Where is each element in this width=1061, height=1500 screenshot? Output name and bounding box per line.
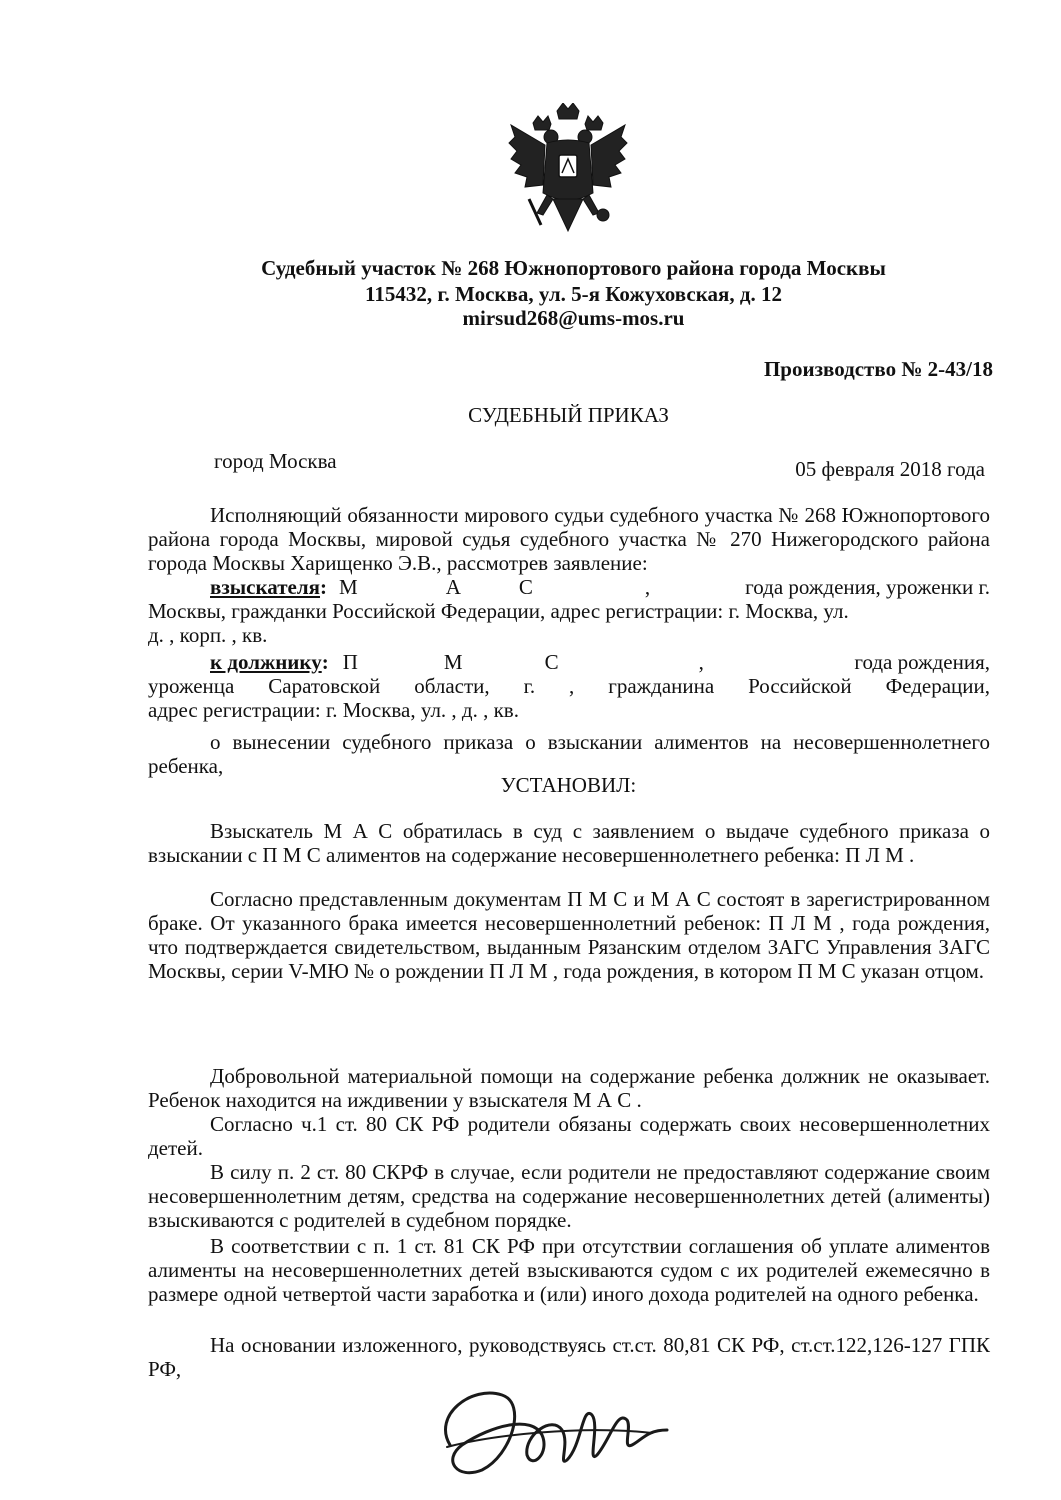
established-heading: УСТАНОВИЛ: <box>500 773 637 797</box>
case-number: Производство № 2-43/18 <box>763 357 993 381</box>
court-name-heading: Судебный участок № 268 Южнопортового района города Москвы <box>261 256 886 280</box>
claimant-label: взыскателя <box>210 575 321 599</box>
debtor-initial-3: С <box>544 650 559 674</box>
paragraph-claim: Взыскатель М А С обратилась в суд с заявлением о выдаче судебного приказа о взыскании с П М С алиментов на содержание несовершеннолетнего ребенка: П Л М . <box>148 819 990 867</box>
paragraph-law-81: В соответствии с п. 1 ст. 81 СК РФ при отсутствии соглашения об уплате алиментов алименты на несовершеннолетних детей взыскиваются судом с их родителей ежемесячно в размере одной четвертой части заработка и (или) иного дохода родителей на одного ребенка. <box>148 1234 990 1306</box>
claimant-line2: Москвы, гражданки Российской Федерации, адрес регистрации: г. Москва, ул. <box>148 599 849 623</box>
claimant-line1-end: года рождения, уроженки г. <box>745 575 990 599</box>
signature-image <box>432 1375 692 1485</box>
debtor-line1-end: года рождения, <box>854 650 990 674</box>
paragraph-support: Добровольной материальной помощи на содержание ребенка должник не оказывает. Ребенок находится на иждивении у взыскателя М А С . <box>148 1064 990 1112</box>
debtor-block: к должнику : П М С , года рождения, уроженца Саратовской области, г. , гражданина Российской Федерации, адрес регистрации: г. Москва, ул. , д. , кв. <box>148 650 990 722</box>
claimant-initial-3: С <box>518 575 533 599</box>
subject-paragraph: о вынесении судебного приказа о взыскании алиментов на несовершеннолетнего ребенка, <box>148 730 990 778</box>
claimant-block: взыскателя : М А С , года рождения, уроженки г. Москвы, гражданки Российской Федерации, адрес регистрации: г. Москва, ул. д. , корп. , кв. <box>148 575 990 647</box>
debtor-initial-2: М <box>443 650 463 674</box>
paragraph-documents: Согласно представленным документам П М С и М А С состоят в зарегистрированном браке. От указанного брака имеется несовершеннолетний ребенок: П Л М , года рождения, что подтверждается свидетельством, выданным Рязанским отделом ЗАГС Управления ЗАГС Москвы, серии V-МЮ № о рождении П Л М , года рождения, в котором П М С указан отцом. <box>148 887 990 983</box>
document-title: СУДЕБНЫЙ ПРИКАЗ <box>468 403 669 427</box>
debtor-label: к должнику <box>210 650 322 674</box>
paragraph-basis: На основании изложенного, руководствуясь ст.ст. 80,81 СК РФ, ст.ст.122,126-127 ГПК РФ, <box>148 1333 990 1381</box>
court-email: mirsud268@ums-mos.ru <box>462 306 685 330</box>
claimant-line3: д. , корп. , кв. <box>148 623 268 647</box>
claimant-initial-1: М <box>339 575 358 599</box>
paragraph-law-80-2: В силу п. 2 ст. 80 СКРФ в случае, если родители не предоставляют содержание своим несовершеннолетним детям, средства на содержание несовершеннолетних детей (алименты) взыскиваются с родителей в судебном порядке. <box>148 1160 990 1232</box>
claimant-initial-2: А <box>445 575 461 599</box>
coat-of-arms-emblem <box>507 103 629 238</box>
court-address: 115432, г. Москва, ул. 5-я Кожуховская, д. 12 <box>365 282 782 306</box>
city: город Москва <box>214 449 337 473</box>
intro-paragraph: Исполняющий обязанности мирового судьи судебного участка № 268 Южнопортового района города Москвы, мировой судья судебного участка № 270 Нижегородского района города Москвы Харищенко Э.В., рассмотрев заявление: <box>148 503 990 575</box>
debtor-initial-1: П <box>342 650 358 674</box>
debtor-line3: адрес регистрации: г. Москва, ул. , д. , кв. <box>148 698 519 722</box>
document-date: 05 февраля 2018 года <box>795 457 985 481</box>
debtor-line2: уроженца Саратовской области, г. , гражданина Российской Федерации, <box>148 674 990 698</box>
paragraph-law-80-1: Согласно ч.1 ст. 80 СК РФ родители обязаны содержать своих несовершеннолетних детей. <box>148 1112 990 1160</box>
